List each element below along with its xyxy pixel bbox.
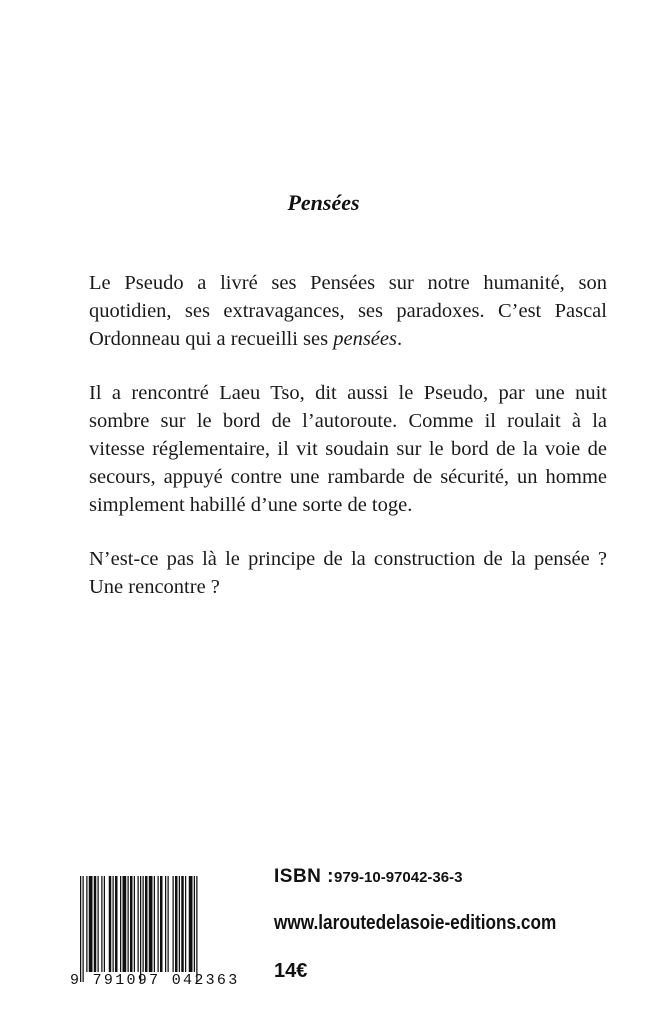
paragraph-3: N’est-ce pas là le principe de la construction de la pensée ? Une rencontre ? — [89, 548, 607, 599]
barcode-bar — [173, 876, 174, 972]
barcode-digits: 9 791097 042363 — [70, 972, 240, 989]
isbn-label: ISBN : — [274, 866, 334, 887]
barcode — [70, 868, 250, 998]
publisher-website[interactable]: www.laroutedelasoie-editions.com — [274, 912, 557, 934]
barcode-bar — [158, 876, 159, 972]
barcode-bar — [149, 876, 153, 972]
barcode-bar — [109, 876, 112, 972]
barcode-bars-icon — [80, 876, 250, 982]
barcode-bar — [86, 876, 87, 972]
barcode-bar — [104, 876, 105, 972]
barcode-bar — [94, 876, 97, 972]
barcode-bar — [160, 876, 163, 972]
barcode-bar — [140, 876, 141, 982]
barcode-bar — [185, 876, 186, 972]
barcode-bar — [83, 876, 84, 982]
barcode-bar — [120, 876, 121, 972]
barcode-bar — [138, 876, 139, 972]
isbn — [274, 866, 462, 888]
barcode-bar — [123, 876, 127, 972]
paragraph-1: Le Pseudo a livré ses Pensées sur notre humanité, son quotidien, ses extravagances, ses paradoxes. C’est Pascal Ordonneau qui a recueilli ses pensées. — [89, 272, 607, 350]
barcode-bar — [128, 876, 129, 972]
barcode-bar — [165, 876, 166, 972]
price: 14€ — [274, 960, 308, 982]
barcode-bar — [143, 876, 144, 972]
isbn-number: 979-10-97042-36-3 — [334, 869, 463, 886]
back-cover-text — [89, 270, 607, 629]
barcode-bar — [194, 876, 195, 972]
barcode-bar — [196, 876, 197, 982]
barcode-bar — [80, 876, 81, 982]
barcode-bar — [168, 876, 169, 972]
barcode-bar — [181, 876, 184, 972]
barcode-bar — [154, 876, 155, 972]
barcode-bar — [134, 876, 135, 972]
barcode-bar — [113, 876, 114, 972]
barcode-bar — [101, 876, 102, 972]
book-title: Pensées — [287, 190, 360, 215]
barcode-bar — [145, 876, 148, 972]
barcode-bar — [175, 876, 178, 972]
barcode-bar — [179, 876, 180, 972]
paragraph-2: Il a rencontré Laeu Tso, dit aussi le Pseudo, par une nuit sombre sur le bord de l’autoroute. Comme il roulait à la vitesse réglementaire, il vit soudain sur le bord de la voie de secours, appuyé contre une rambarde de sécurité, un homme simplement habillé d’une sorte de toge. — [89, 382, 607, 516]
barcode-bar — [98, 876, 99, 972]
barcode-bar — [89, 876, 93, 972]
barcode-bar — [115, 876, 118, 972]
barcode-bar — [189, 876, 193, 972]
barcode-bar — [130, 876, 133, 972]
